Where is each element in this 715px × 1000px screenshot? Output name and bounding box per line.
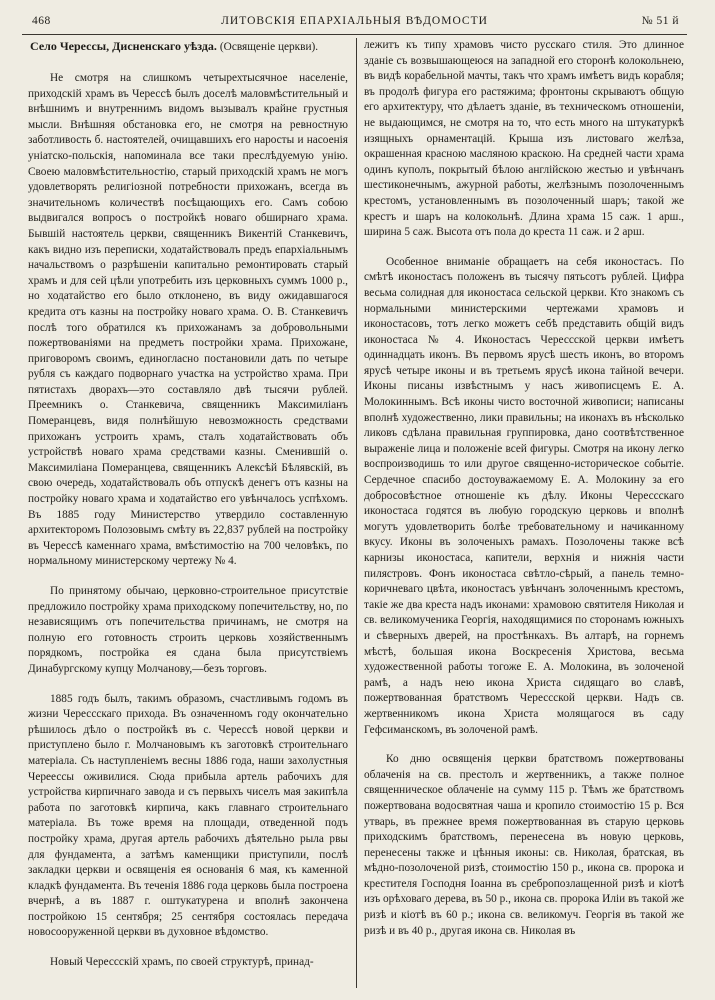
section-title: Село Черессы, Дисненскаго уѣзда. bbox=[30, 39, 217, 53]
paragraph: По принятому обычаю, церковно-строительное присутствіе предложило постройку храма приходскому попечительству, но, по независящимъ отъ попечительства причинамъ, не смотря на полную его готовность строить церковь хозяйственнымъ порядкомъ, постройка ея сдана была присутствіемъ Динабургскому купцу Молчанову,—безъ торговъ. bbox=[28, 585, 348, 675]
paragraph: Не смотря на слишкомъ четырехтысячное населеніе, приходскій храмъ въ Черессѣ былъ доселѣ маловмѣстительный и внѣшнимъ и внутреннимъ видомъ вызывалъ крайне грустныя мысли. Внѣшняя обстановка его, не смотря на ревностную заботливость б. настоятелей, очищавшихъ его наросты и насоенія уніатско-польскія, напоминала все таки преслѣдуемую унію. Своею маловмѣстительностію, старый приходскій храмъ не могъ удовлетворять религіозной потребности прихожанъ, всегда въ значительномъ количествѣ посѣщающихъ его. Самъ собою выдвигался вопросъ о постройкѣ новаго обширнаго храма. Бывшій настоятель церкви, священникъ Викентій Станкевичъ, какъ видно изъ переписки, ходатайствовалъ предъ епархіальнымъ начальствомъ о разрѣшеніи капитально ремонтировать старый храмъ и для сей цѣли употребить изъ церковныхъ суммъ 1000 р., но ходатайство его было отклонено, въ виду ожидавшагося кредита отъ казны на постройку новаго храма. О. В. Станкевичъ послѣ того обратился къ прихожанамъ за добровольными пожертвованіями на предметъ постройки храма. Прихожане, приговоромъ своимъ, единогласно постановили дать по четыре рубля съ каждаго подворнаго участка на устройство храма. При пятистахъ дворахъ—это составляло двѣ тысячи рублей. Преемникъ о. Станкевича, священникъ Максимиліанъ Померанцевъ, видя полнѣйшую невозможность средствами прихожанъ устроить храмъ, сталъ ходатайствовать объ устройствѣ новаго храма средствами казны. Сменившій о. Максимиліана Померанцева, священникъ Алексѣй Бѣлявскій, въ свою очередь, ходатайствовалъ объ отпускѣ денегъ отъ казны на постройку новаго храма и ходатайство его увѣнчалось успѣхомъ. Въ 1885 году Министерство утвердило составленную архитекторомъ Полозовымъ смѣту въ 22,837 рублей на постройку въ Черессѣ каменнаго храма, вмѣстимостію на 700 человѣкъ, по нормальному министерскому чертежу № 4. bbox=[28, 72, 348, 568]
paragraph: 1885 годъ былъ, такимъ образомъ, счастливымъ годомъ въ жизни Черессскаго прихода. Въ означенномъ году окончательно рѣшилось дѣло о постройкѣ въ с. Черессѣ новой церкви и приступлено было г. Молчановымъ къ заготовкѣ строительнаго матеріала. Съ наступленіемъ весны 1886 года, наши захолустныя Череессы оживилися. Сюда прибыла артель рабочихъ для устройства кирпичнаго завода и съ первыхъ чиселъ мая закипѣла работа по заготовкѣ кирпича, какъ главнаго строительнаго матеріала. Въ тоже время на площади, отведенной подъ постройку храма, другая артель рабочихъ дѣятельно рыла рвы для фундамента, а затѣмъ каменщики приступили, послѣ закладки церкви и освященія ея основанія 6 мая, къ каменной кладкѣ фундамента. Въ теченія 1886 года церковь была построена вчернѣ, а въ 1887 г. оштукатурена и вполнѣ закончена постройкою 15 сентября; 25 сентября состоялась передача новосооруженной церкви въ духовное вѣдомство. bbox=[28, 692, 348, 939]
right-column bbox=[364, 38, 684, 993]
section-subtitle: (Освященіе церкви). bbox=[219, 41, 319, 53]
section-heading bbox=[28, 38, 348, 55]
page-header bbox=[22, 12, 687, 35]
paragraph: Новый Черессскій храмъ, по своей структурѣ, принад- bbox=[50, 956, 314, 969]
paragraph: Ко дню освященія церкви братствомъ пожертвованы облаченія на св. престолъ и жертвенникъ, а также полное священническое облаченіе на сумму 115 р. Тѣмъ же братствомъ пожертвована водосвятная чаша и кропило стоимостію 15 р. Вся утварь, въ прежнее время пожертвованная въ старую церковь приходскимъ братствомъ, перенесена въ новую церковь, перенесены также и цѣнныя иконы: св. Николая, братская, въ мѣдно-позолоченой ризѣ, стоимостію 150 р., икона св. пророка и крестителя Господня Іоанна въ сребропозлащенной ризѣ и кіотѣ изъ орѣховаго дерева, въ 50 р., икона св. пророка Иліи въ такой же ризѣ и кіотѣ въ 60 р.; икона св. великомуч. Георгія въ такой же ризѣ и въ 40 р., другая икона св. Николая въ bbox=[364, 753, 684, 937]
publication-title: ЛИТОВСКІЯ ЕПАРХІАЛЬНЫЯ ВѢДОМОСТИ bbox=[221, 15, 488, 27]
left-column bbox=[28, 38, 348, 993]
paragraph: Особенное вниманіе обращаетъ на себя иконостасъ. По смѣтѣ иконостасъ положенъ въ тысячу пятьсотъ рублей. Цифра весьма солидная для иконостаса сельской церкви. Кто знакомъ съ нормальными министерскими чертежами храмовъ и иконостасовъ, тотъ легко можетъ себѣ представить общій видъ иконостаса № 4. Иконостасъ Черессской церкви имѣетъ одиннадцать иконъ. Въ первомъ ярусѣ шесть иконъ, во второмъ ярусѣ четыре иконы и въ третьемъ ярусѣ икона тайной вечери. Иконы писаны извѣстнымъ у насъ живописцемъ Е. А. Молокиннымъ. Всѣ иконы чисто восточной живописи; написаны вполнѣ художественно, лики правильны; на иконахъ въ нѣсколько ликовъ сдѣлана правильная группировка, дано соотвѣтственное выраженіе лица и положеніе всей фигуры. Смотря на икону легко воспроизводишь то или другое священно-историческое событіе. Сердечное спасибо достоуважаемому Е. А. Молокину за его добросовѣстное отношеніе къ дѣлу. Иконы Черессскаго иконостаса годятся въ любую городскую церковь и вполнѣ могутъ удовлетворить болѣе требовательному и начиканному вкусу. Иконы въ золоченыхъ рамахъ. Позолочены также всѣ карнизы иконостаса, капители, верхнія и нижнія части пилястровъ. Фонъ иконостаса свѣтло-сѣрый, а панель темно-коричневаго цвѣта, иконостасъ увѣнчанъ золоченнымъ крестомъ, такіе же два креста надъ иконами: храмовою святителя Николая и св. великомученика Георгія, находящимися по сторонамъ южныхъ и сѣверныхъ дверей, на простѣнкахъ. Въ алтарѣ, на горнемъ мѣстѣ, большая икона Воскресенія Христова, весьма художественной работы тогоже Е. А. Молокина, въ золоченой рамѣ, а надъ нею икона Христа сидящаго во славѣ, пожертвованная братствомъ Черессской церкви. Надъ св. жертвенникомъ икона Христа молящагося въ саду Гефсиманскомъ, въ золоченой рамѣ. bbox=[364, 255, 684, 736]
column-divider bbox=[356, 38, 357, 988]
paragraph: лежитъ къ типу храмовъ чисто русскаго стиля. Это длинное зданіе съ возвышающеюся на западной его сторонѣ колокольнею, въ видѣ корабельной мачты, такъ что храмъ имѣетъ видъ корабля; въ продолѣ фигура его растяжима; фронтоны скрываютъ общую его архитектуру, что дѣлаетъ зданіе, въ техническомъ отношеніи, не выдающимся, не смотря на то, что есть много на штукатуркѣ изящныхъ орнаментацій. Крыша изъ листоваго желѣза, окрашенная красною масляною краскою. На средней части храма одинъ куполъ, покрытый бѣлою англійскою жестью и увѣнчанъ шестиконечнымъ, ажурной работы, желѣзнымъ позолоченнымъ крестомъ, установленнымъ въ позолоченный шаръ; такой же крестъ и шаръ на колокольнѣ. Длина храма 15 саж. 1 арш., ширина 5 саж. Высота отъ пола до креста 11 саж. и 2 арш. bbox=[364, 39, 684, 239]
page-number: 468 bbox=[32, 15, 51, 27]
issue-number: № 51 й bbox=[641, 15, 679, 27]
